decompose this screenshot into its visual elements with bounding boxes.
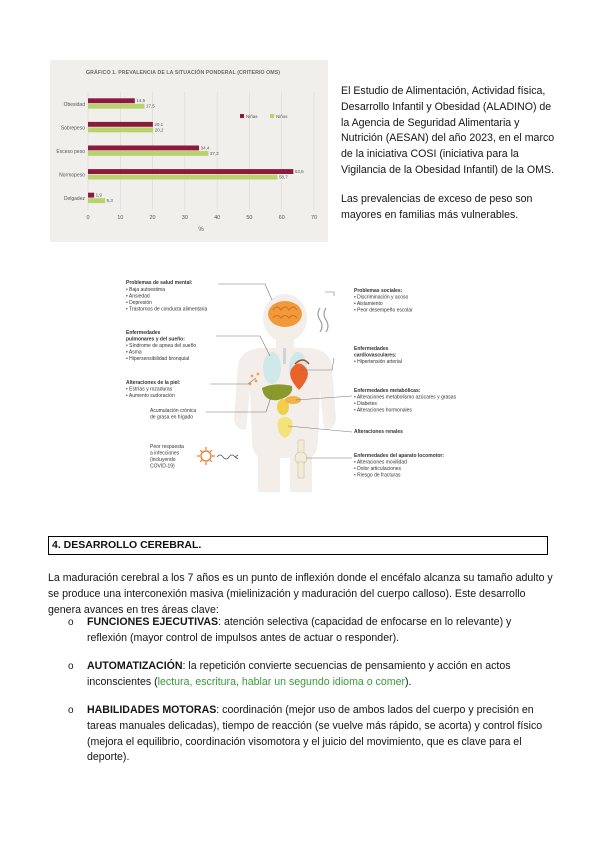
bullet-text-after: ). xyxy=(405,675,412,688)
obesity-consequences-infographic xyxy=(120,270,490,492)
x-tick-label: 40 xyxy=(214,215,221,221)
bullet-text: : la repetición convierte secuencias de pensamiento y acción en actos inconscientes ( xyxy=(87,660,511,688)
data-label: 37,3 xyxy=(209,150,219,156)
info-left-4: Peor respuesta a infecciones (incluyendo COVID-19) xyxy=(150,444,184,470)
x-tick-label: 60 xyxy=(278,215,285,221)
data-label: 1,9 xyxy=(95,192,102,198)
data-label: 34,4 xyxy=(200,145,210,151)
bullet-text: : atención selectiva (capacidad de enfocarse en lo relevante) y reflexión (mayor control de impulsos antes de actuar o responder). xyxy=(87,616,512,644)
intro-paragraph-1: El Estudio de Alimentación, Actividad física, Desarrollo Infantil y Obesidad (ALADINO) de la Agencia de Seguridad Alimentaria y Nutrición (AESAN) del año 2023, en el marco de la iniciativa COSI (iniciativa para la Vigilancia de la Obesidad Infantil) de la OMS. xyxy=(341,85,555,176)
legend-swatch xyxy=(270,114,274,118)
bullet-text: : coordinación (mejor uso de ambos lados del cuerpo y precisión en tareas manuales delicadas), tiempo de reacción (se vuelve más rápido, se acorta) y control físico (mejora el equilibrio, coordinación visomotora y el juicio del movimiento, que es clave para el deporte). xyxy=(87,704,543,764)
legend-label: Niñas xyxy=(246,114,258,119)
data-label: 63,6 xyxy=(294,169,304,174)
data-label: 17,5 xyxy=(146,103,155,109)
data-label: 5,3 xyxy=(106,198,113,204)
bar xyxy=(88,151,208,156)
brain-icon xyxy=(268,301,302,327)
bar xyxy=(88,175,278,180)
x-tick-label: 50 xyxy=(246,215,253,221)
info-right-0: Problemas sociales: • Discriminación y acoso • Aislamiento • Peor desempeño escolar xyxy=(354,288,413,314)
section-paragraph: La maduración cerebral a los 7 años es un punto de inflexión donde el encéfalo alcanza su tamaño adulto y se produce una interconexión masiva (mielinización y maduración del cuerpo calloso). Este desarrollo genera avances en tres áreas clave: xyxy=(48,572,553,616)
bullet-executive-functions xyxy=(68,615,548,647)
bullet-marker: o xyxy=(68,705,74,716)
intro-paragraph-2: Las prevalencias de exceso de peso son mayores en familias más vulnerables. xyxy=(341,192,533,221)
data-label: 20,1 xyxy=(154,121,164,127)
info-left-3: Acumulación crónica de grasa en hígado xyxy=(150,408,197,421)
virus-icon xyxy=(197,447,238,465)
stress-lines-icon xyxy=(318,308,328,332)
info-right-3: Alteraciones renales xyxy=(354,429,403,435)
bullet-motor-skills xyxy=(68,703,548,766)
section-heading: 4. DESARROLLO CEREBRAL. xyxy=(48,536,548,555)
bar xyxy=(88,122,153,127)
info-left-1: Enfermedades pulmonares y del sueño: • Síndrome de apnea del sueño • Asma • Hipersensibilidad bronquial xyxy=(126,330,197,362)
legend-swatch xyxy=(240,114,244,118)
bar xyxy=(88,198,105,203)
category-label: Sobrepeso xyxy=(60,125,85,132)
intro-text xyxy=(341,84,556,223)
bullet-marker: o xyxy=(68,661,74,672)
info-right-2: Enfermedades metabólicas: • Alteraciones metabolismo azúcares y grasas • Diabetes • Alteraciones hormonales xyxy=(354,388,457,414)
category-label: Normopeso xyxy=(59,172,85,179)
bar xyxy=(88,104,145,109)
category-label: Delgadez xyxy=(63,196,85,203)
bar xyxy=(88,98,135,103)
data-label: 20,2 xyxy=(154,127,164,133)
bar xyxy=(88,193,94,198)
category-label: Exceso peso xyxy=(56,149,85,155)
bar xyxy=(88,127,153,132)
bar-chart xyxy=(50,60,328,242)
bar xyxy=(88,146,199,151)
bar xyxy=(88,169,293,174)
x-tick-label: 70 xyxy=(310,215,318,221)
data-label: 14,5 xyxy=(136,98,146,104)
x-axis-label: % xyxy=(198,227,204,233)
x-tick-label: 0 xyxy=(86,215,90,221)
chart-title: GRÁFICO 1. PREVALENCIA DE LA SITUACIÓN PONDERAL (CRITERIO OMS) xyxy=(86,70,281,76)
legend-label: Niños xyxy=(276,114,288,119)
info-right-1: Enfermedades cardiovasculares: • Hipertensión arterial xyxy=(354,346,402,365)
bullet-highlight: lectura, escritura, hablar un segundo idioma o comer xyxy=(157,675,405,688)
info-left-2: Alteraciones de la piel: • Estrías y rozaduras • Aumento sudoración xyxy=(126,380,181,399)
info-left-0: Problemas de salud mental: • Baja autoestima • Ansiedad • Depresión • Trastornos de conducta alimentaria xyxy=(126,280,208,313)
x-tick-label: 10 xyxy=(117,215,124,221)
bullet-label: FUNCIONES EJECUTIVAS xyxy=(87,616,219,628)
bullet-label: AUTOMATIZACIÓN xyxy=(87,660,183,672)
category-label: Obesidad xyxy=(63,101,85,108)
bullet-automatization xyxy=(68,659,548,691)
bullet-label: HABILIDADES MOTORAS xyxy=(87,704,217,716)
x-tick-label: 30 xyxy=(181,215,188,221)
bullet-marker: o xyxy=(68,617,74,628)
info-right-4: Enfermedades del aparato locomotor: • Alteraciones movilidad • Dolor articulaciones • Riesgo de fracturas xyxy=(354,453,445,479)
data-label: 58,7 xyxy=(279,174,288,180)
x-tick-label: 20 xyxy=(149,215,156,221)
